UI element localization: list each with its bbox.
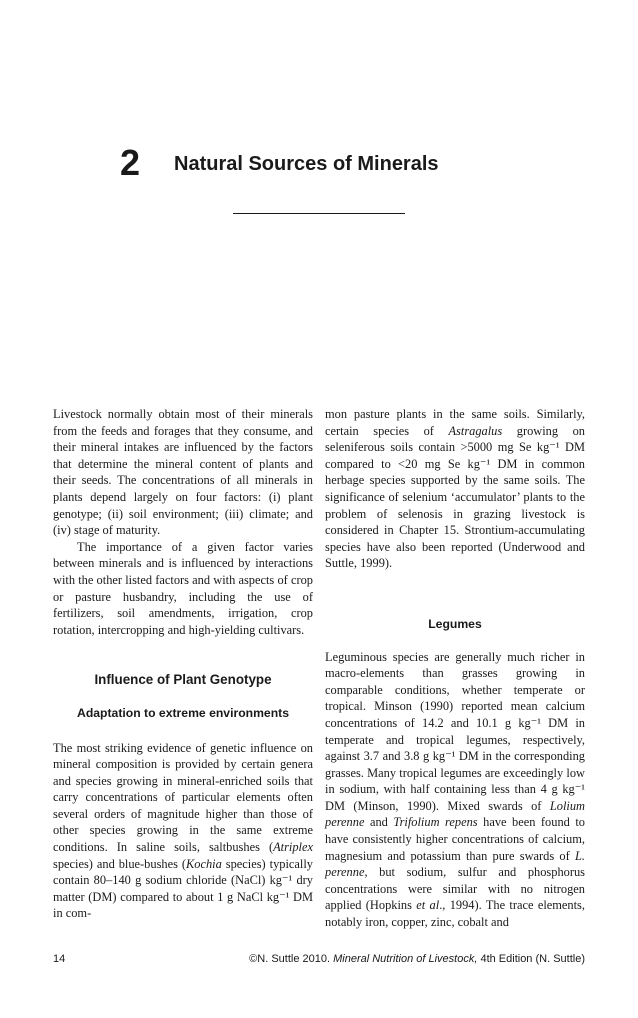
text-run: , but sodium, sulfur and phosphorus concentrations were similar with no nitrogen applied (Hopkins bbox=[325, 865, 585, 913]
species-name: L. perenne bbox=[325, 848, 585, 880]
species-name: Lolium perenne bbox=[325, 798, 585, 830]
text-run: have been found to have consistently higher concentrations of calcium, magnesium and potassium than pure swards of bbox=[325, 815, 585, 863]
credit-suffix: 4th Edition (N. Suttle) bbox=[477, 953, 585, 965]
book-title: Mineral Nutrition of Livestock, bbox=[333, 953, 478, 965]
footer-credit bbox=[249, 952, 585, 966]
text-run: species) typically contain 80–140 g sodium chloride (NaCl) kg⁻¹ dry matter (DM) compared to about 1 g NaCl kg⁻¹ DM in com- bbox=[53, 856, 314, 921]
section-heading-legumes: Legumes bbox=[428, 616, 482, 631]
text-run: ., 1994). The trace elements, notably iron, copper, zinc, cobalt and bbox=[325, 898, 585, 930]
genus-name: Kochia bbox=[186, 856, 222, 871]
intro-paragraph-1: Livestock normally obtain most of their minerals from the feeds and forages that they consume, and their mineral intakes are influenced by the factors that determine the mineral content of plants and their seeds. The concentrations of all minerals in plants depend largely on four factors: (i) plant genotype; (ii) soil environment; (iii) climate; and (iv) stage of maturity. bbox=[53, 407, 313, 538]
section-heading-plant-genotype: Influence of Plant Genotype bbox=[94, 672, 272, 688]
title-rule bbox=[233, 213, 405, 214]
chapter-number: 2 bbox=[120, 142, 141, 183]
credit-prefix: ©N. Suttle 2010. bbox=[249, 953, 334, 965]
adaptation-paragraph bbox=[53, 740, 313, 923]
right-column bbox=[325, 406, 585, 931]
genus-name: Astragalus bbox=[448, 423, 503, 438]
text-run: growing on seleniferous soils contain >5000 mg Se kg⁻¹ DM compared to <20 mg Se kg⁻¹ DM in common herbage species supported by the same soils. The significance of selenium ‘accumulator’ plants to the problem of selenosis in grazing livestock is considered in Chapter 15. Strontium-accumulating species have also been reported (Underwood and Suttle, 1999). bbox=[325, 423, 585, 571]
chapter-title: Natural Sources of Minerals bbox=[174, 153, 439, 175]
genus-name: Atriplex bbox=[273, 840, 313, 855]
page-number: 14 bbox=[53, 953, 66, 965]
left-column bbox=[53, 406, 313, 922]
subsection-heading-extreme-environments: Adaptation to extreme environments bbox=[77, 705, 289, 720]
text-run: Leguminous species are generally much richer in macro-elements than grasses growing in comparable conditions, whether temperate or tropical. Minson (1990) reported mean calcium concentrations of 14.2 and 10.1 g kg⁻¹ DM in temperate and tropical legumes, respectively, against 3.7 and 3.8 g kg⁻¹ DM in the corresponding grasses. Many tropical legumes are exceedingly low in sodium, with half containing less than 4 g kg⁻¹ DM (Minson, 1990). Mixed swards of bbox=[325, 649, 585, 813]
text-run: The most striking evidence of genetic influence on mineral composition is provided by certain genera and species growing in mineral-enriched soils that carry concentrations of particular elements often several orders of magnitude higher than those of other species growing in the same extreme conditions. In saline soils, saltbushes ( bbox=[53, 740, 313, 855]
chapter-heading bbox=[0, 143, 638, 183]
species-name: Trifolium repens bbox=[393, 815, 478, 830]
text-run: species) and blue-bushes ( bbox=[53, 856, 187, 871]
continuation-paragraph bbox=[325, 406, 585, 572]
et-al: et al bbox=[416, 898, 440, 913]
legumes-paragraph bbox=[325, 649, 585, 931]
text-run: and bbox=[364, 815, 394, 830]
text-run: mon pasture plants in the same soils. Similarly, certain species of bbox=[325, 407, 585, 438]
intro-paragraph-2: The importance of a given factor varies between minerals and is influenced by interactions with the other listed factors and with aspects of crop or pasture husbandry, including the use of fertilizers, soil amendments, irrigation, crop rotation, intercropping and high-yielding cultivars. bbox=[53, 539, 313, 637]
